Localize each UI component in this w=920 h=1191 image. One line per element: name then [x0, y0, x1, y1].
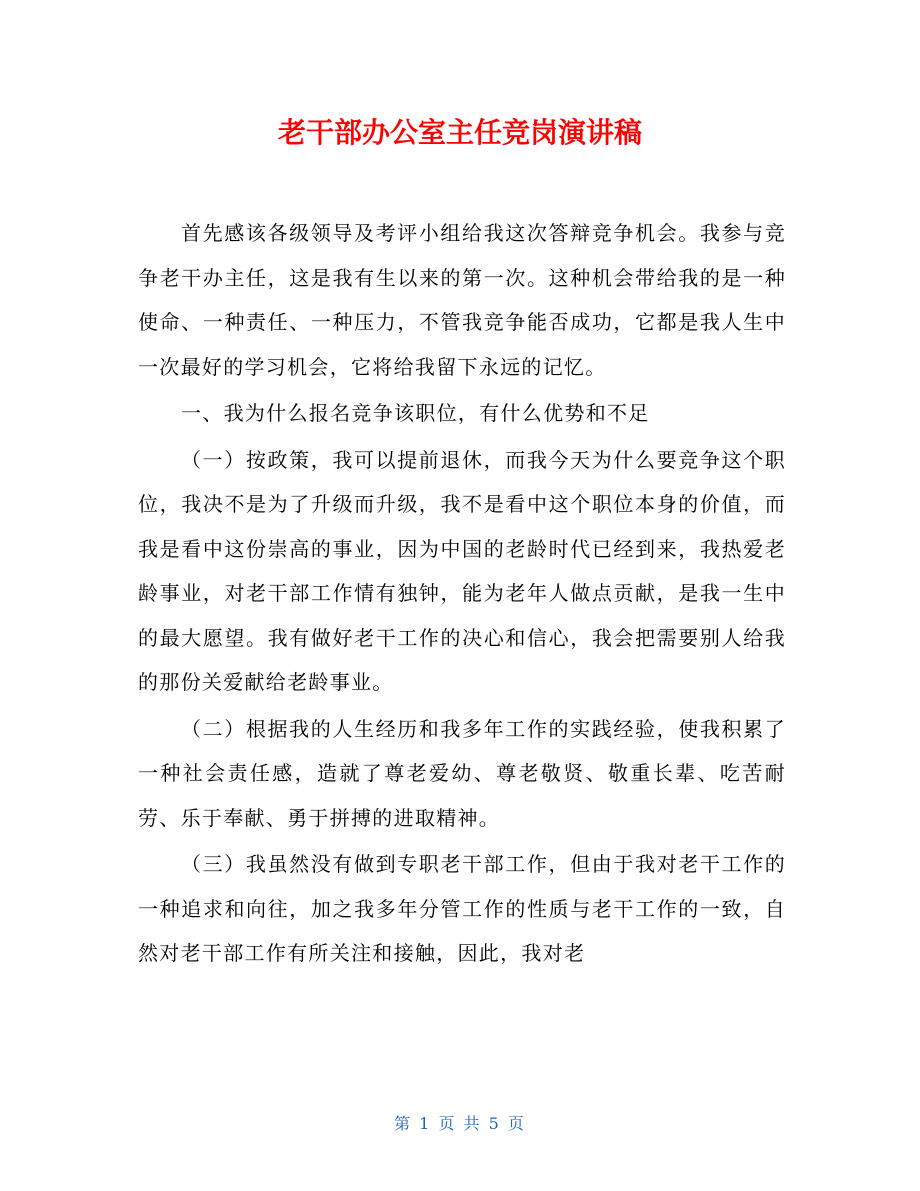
paragraph-point-three: （三）我虽然没有做到专职老干部工作，但由于我对老干工作的一种追求和向往，加之我多年分管工作的性质与老干工作的一致，自然对老干部工作有所关注和接触，因此，我对老	[138, 852, 786, 965]
paragraph-point-one: （一）按政策，我可以提前退休，而我今天为什么要竞争这个职位，我决不是为了升级而升级，我不是看中这个职位本身的价值，而我是看中这份崇高的事业，因为中国的老龄时代已经到来，我热爱老龄事业，对老干部工作情有独钟，能为老年人做点贡献，是我一生中的最大愿望。我有做好老干工作的决心和信心，我会把需要别人给我的那份关爱献给老龄事业。	[138, 447, 786, 694]
paragraph-point-two: （二）根据我的人生经历和我多年工作的实践经验，使我积累了一种社会责任感，造就了尊老爱幼、尊老敬贤、敬重长辈、吃苦耐劳、乐于奉献、勇于拼搏的进取精神。	[138, 716, 786, 830]
paragraph-section-heading: 一、我为什么报名竞争该职位，有什么优势和不足	[181, 401, 650, 425]
document-title: 老干部办公室主任竞岗演讲稿	[277, 116, 642, 149]
document-body	[138, 211, 786, 978]
paragraph-intro: 首先感该各级领导及考评小组给我这次答辩竞争机会。我参与竞争老干办主任，这是我有生以来的第一次。这种机会带给我的是一种使命、一种责任、一种压力，不管我竞争能否成功，它都是我人生中一次最好的学习机会，它将给我留下永远的记忆。	[138, 221, 786, 379]
page-footer: 第 1 页 共 5 页	[394, 1114, 526, 1133]
